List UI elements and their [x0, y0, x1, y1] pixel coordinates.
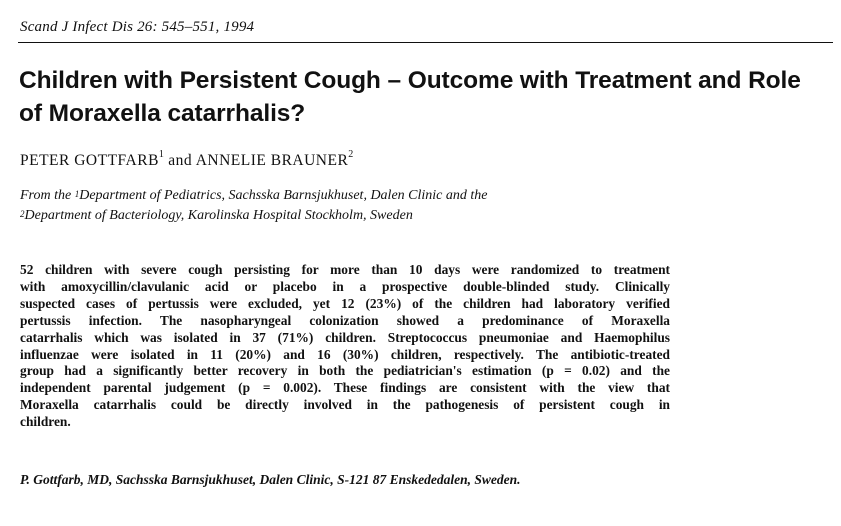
- author-affiliation-mark: 2: [348, 149, 354, 160]
- affiliation-mark: 1: [74, 189, 80, 199]
- header-rule: [18, 42, 833, 43]
- abstract-line: independent parental judgement (p = 0.002). These findings are consistent with the view that: [20, 380, 670, 396]
- correspondence-address: P. Gottfarb, MD, Sachsska Barnsjukhuset, Dalen Clinic, S-121 87 Enskededalen, Sweden.: [20, 472, 521, 487]
- author-name: ANNELIE BRAUNER: [195, 152, 349, 169]
- abstract-line: suspected cases of pertussis were excluded, yet 12 (23%) of the children had laboratory verified: [20, 295, 670, 311]
- author-name: PETER GOTTFARB: [20, 152, 159, 169]
- affiliation-department: Department of Pediatrics, Sachsska Barnsjukhuset, Dalen Clinic and the: [79, 188, 488, 203]
- abstract: [20, 262, 670, 431]
- author-joiner: and: [168, 152, 193, 169]
- affiliation-line: [20, 186, 487, 206]
- abstract-line: children.: [20, 414, 71, 430]
- abstract-line: 52 children with severe cough persisting for more than 10 days were randomized to treatment: [20, 262, 670, 277]
- affiliation-mark: 2: [20, 209, 25, 219]
- abstract-line: pertussis infection. The nasopharyngeal colonization showed a predominance of Moraxella: [20, 312, 670, 328]
- abstract-line: catarrhalis which was isolated in 37 (71%) children. Streptococcus pneumoniae and Haemophilus: [20, 329, 670, 345]
- journal-reference: Scand J Infect Dis 26: 545–551, 1994: [20, 19, 255, 35]
- affiliation-department: Department of Bacteriology, Karolinska Hospital Stockholm, Sweden: [24, 208, 413, 223]
- article-title: Children with Persistent Cough – Outcome with Treatment and Role of Moraxella catarrhalis?: [19, 67, 801, 127]
- abstract-line: with amoxycillin/clavulanic acid or placebo in a prospective double-blinded study. Clinically: [20, 278, 670, 294]
- abstract-line: influenzae were isolated in 11 (20%) and 16 (30%) children, respectively. The antibiotic-treated: [20, 346, 670, 362]
- author-affiliation-mark: 1: [158, 149, 164, 160]
- affiliations: [20, 186, 487, 226]
- affiliation-prefix: From the: [20, 188, 72, 203]
- abstract-line: Moraxella catarrhalis could be directly involved in the pathogenesis of persistent cough in: [20, 397, 670, 413]
- author-list: [20, 149, 354, 170]
- abstract-line: group had a significantly better recovery in both the pediatrician's estimation (p = 0.02) and the: [20, 363, 670, 379]
- affiliation-line: [20, 206, 487, 226]
